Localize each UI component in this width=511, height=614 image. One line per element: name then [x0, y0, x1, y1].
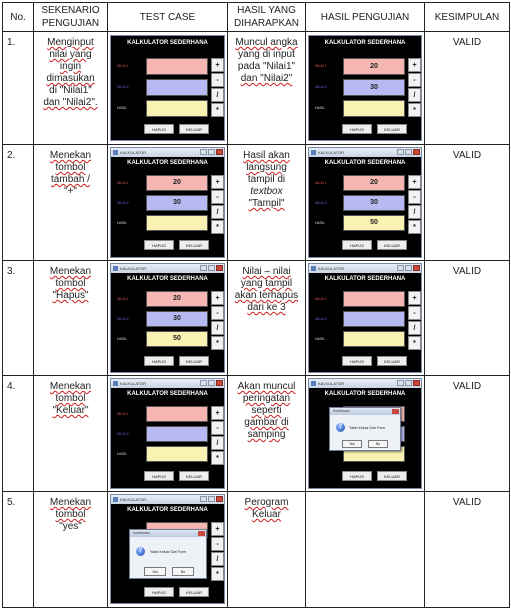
calculator-window [110, 147, 225, 258]
skenario-line: tombol [55, 278, 86, 289]
close-icon[interactable] [216, 149, 223, 155]
input-nilai-2[interactable] [146, 79, 208, 96]
minus-button[interactable]: - [211, 306, 224, 320]
label-nilai-2: NILAI 2 [315, 85, 327, 89]
plus-button[interactable]: + [408, 291, 421, 305]
row-harapan [228, 492, 306, 608]
keluar-button[interactable]: KELUAR [179, 587, 209, 597]
window-titlebar [111, 148, 224, 157]
skenario-line: Menekan [49, 497, 92, 508]
harapan-line: pada "Nilai1" [237, 61, 296, 72]
maximize-icon[interactable] [208, 496, 215, 502]
app-title: KALKULATOR SEDERHANA [324, 276, 406, 282]
skenario-line: tombol [55, 393, 86, 404]
header-hasil-diharapkan: HASIL YANG DIHARAPKAN [228, 3, 306, 32]
multiply-button[interactable]: * [408, 220, 421, 234]
window-title: KALKULATOR [120, 381, 147, 386]
hapus-button[interactable]: HAPUS [144, 240, 174, 250]
input-nilai-1[interactable] [343, 291, 405, 307]
label-hasil: HASIL [315, 106, 326, 110]
harapan-line: textbox [250, 186, 283, 197]
maximize-icon[interactable] [405, 380, 412, 386]
calculator-window [308, 35, 422, 141]
hapus-button[interactable]: HAPUS [144, 356, 174, 366]
minimize-icon[interactable] [397, 149, 404, 155]
input-nilai-1[interactable]: 20 [343, 58, 405, 75]
app-title: KALKULATOR SEDERHANA [127, 160, 208, 166]
calculator-window [110, 378, 225, 489]
window-titlebar [111, 495, 224, 504]
output-hasil[interactable]: 50 [146, 331, 208, 347]
window-controls [396, 265, 420, 272]
header-no: No. [3, 3, 34, 32]
header-hasil-pengujian: HASIL PENGUJIAN [306, 3, 425, 32]
window-title: KALKULATOR [120, 266, 147, 271]
row-kesimpulan: VALID [425, 145, 510, 261]
maximize-icon[interactable] [208, 380, 215, 386]
divide-button[interactable]: / [408, 321, 421, 335]
window-controls [199, 496, 223, 503]
harapan-line: Muncul angka [235, 37, 298, 48]
harapan-line: Perogram [244, 497, 289, 508]
app-icon [113, 497, 118, 502]
row-number: 1. [3, 32, 34, 145]
dialog-no-button[interactable]: No [368, 440, 388, 448]
test-case-cell [108, 145, 228, 261]
window-controls [396, 149, 420, 156]
label-nilai-1: NILAI 1 [117, 297, 129, 301]
dialog-titlebar [130, 530, 206, 537]
skenario-line: Menginput [47, 37, 94, 48]
window-titlebar [111, 264, 224, 273]
output-hasil[interactable] [146, 446, 208, 462]
skenario-line: "Hapus" [52, 290, 89, 301]
harapan-line: yang di input [238, 49, 295, 60]
maximize-icon[interactable] [405, 265, 412, 271]
row-number: 4. [3, 376, 34, 492]
window-titlebar [309, 264, 421, 273]
keluar-button[interactable]: KELUAR [377, 240, 407, 250]
dialog-message: Yakin Keluar Dari Form [349, 426, 386, 430]
calculator-window [110, 35, 225, 141]
dialog-no-button[interactable]: No [172, 567, 194, 576]
skenario-line: tombol [55, 509, 86, 520]
harapan-line: peringatan [242, 393, 291, 404]
input-nilai-2[interactable]: 30 [343, 195, 405, 211]
row-skenario [34, 492, 108, 608]
skenario-line: nilai yang [49, 49, 92, 60]
keluar-button[interactable]: KELUAR [179, 240, 209, 250]
header-skenario: SEKENARIO PENGUJIAN [34, 3, 108, 32]
calculator-window [308, 147, 422, 258]
input-nilai-1[interactable]: 20 [146, 291, 208, 307]
window-titlebar [309, 379, 421, 388]
question-icon: ? [136, 547, 145, 556]
calculator-window [308, 378, 422, 489]
table-row [3, 145, 510, 261]
output-hasil[interactable] [343, 100, 405, 117]
multiply-button[interactable]: * [211, 567, 224, 581]
plus-button[interactable]: + [408, 58, 421, 72]
hasil-pengujian-cell [306, 32, 425, 145]
label-nilai-1: NILAI 1 [315, 64, 327, 68]
dialog-yes-button[interactable]: Yes [342, 440, 362, 448]
dialog-titlebar [330, 408, 400, 415]
app-title: KALKULATOR SEDERHANA [127, 391, 208, 397]
label-nilai-1: NILAI 1 [117, 64, 129, 68]
divide-button[interactable]: / [408, 88, 421, 102]
keluar-button[interactable]: KELUAR [179, 471, 209, 481]
window-controls [199, 149, 223, 156]
label-nilai-1: NILAI 1 [117, 181, 129, 185]
app-icon [113, 150, 118, 155]
row-number: 2. [3, 145, 34, 261]
close-icon[interactable] [413, 149, 420, 155]
skenario-line: tambah / [51, 174, 90, 185]
window-title: KALKULATOR [120, 150, 147, 155]
keluar-button[interactable]: KELUAR [179, 356, 209, 366]
hapus-button[interactable]: HAPUS [342, 356, 372, 366]
close-icon[interactable] [216, 380, 223, 386]
minimize-icon[interactable] [200, 149, 207, 155]
label-hasil: HASIL [315, 337, 326, 341]
app-icon [113, 381, 118, 386]
hapus-button[interactable]: HAPUS [342, 240, 372, 250]
keluar-button[interactable]: KELUAR [179, 124, 209, 134]
table-row [3, 32, 510, 145]
divide-button[interactable]: / [211, 88, 224, 102]
minimize-icon[interactable] [200, 265, 207, 271]
hapus-button[interactable]: HAPUS [342, 471, 372, 481]
calculator-window [110, 263, 225, 373]
harapan-line: langsung [246, 162, 287, 173]
hasil-pengujian-cell [306, 492, 425, 608]
label-nilai-1: NILAI 1 [315, 181, 327, 185]
label-hasil: HASIL [117, 452, 128, 456]
maximize-icon[interactable] [405, 149, 412, 155]
divide-button[interactable]: / [211, 321, 224, 335]
app-icon [113, 266, 118, 271]
label-hasil: HASIL [117, 337, 128, 341]
hapus-button[interactable]: HAPUS [144, 471, 174, 481]
row-number: 5. [3, 492, 34, 608]
label-nilai-1: NILAI 1 [315, 297, 327, 301]
minus-button[interactable]: - [408, 306, 421, 320]
row-harapan [228, 32, 306, 145]
keluar-button[interactable]: KELUAR [377, 471, 407, 481]
hapus-button[interactable]: HAPUS [342, 124, 372, 134]
window-controls [199, 380, 223, 387]
test-case-cell [108, 492, 228, 608]
divide-button[interactable]: / [408, 205, 421, 219]
skenario-line: "+" [64, 186, 77, 197]
harapan-line: Keluar [252, 509, 281, 520]
skenario-line: Menekan [49, 150, 92, 161]
skenario-line: di "Nilai1" [49, 85, 92, 96]
header-kesimpulan: KESIMPULAN [425, 3, 510, 32]
multiply-button[interactable]: * [211, 103, 224, 117]
multiply-button[interactable]: * [408, 336, 421, 350]
harapan-line: "Tampil" [248, 198, 285, 209]
input-nilai-2[interactable]: 30 [343, 79, 405, 96]
confirm-dialog [329, 407, 401, 451]
header-row [3, 3, 510, 32]
skenario-line: ingin [59, 61, 82, 72]
close-icon[interactable] [216, 265, 223, 271]
app-title: KALKULATOR SEDERHANA [127, 276, 208, 282]
row-skenario [34, 145, 108, 261]
plus-button[interactable]: + [211, 58, 224, 72]
minus-button[interactable]: - [211, 537, 224, 551]
minus-button[interactable]: - [211, 190, 224, 204]
hapus-button[interactable]: HAPUS [144, 587, 174, 597]
hasil-pengujian-cell [306, 376, 425, 492]
row-harapan [228, 261, 306, 376]
minus-button[interactable]: - [211, 73, 224, 87]
multiply-button[interactable]: * [408, 103, 421, 117]
row-harapan [228, 376, 306, 492]
multiply-button[interactable]: * [211, 336, 224, 350]
dialog-yes-button[interactable]: Yes [144, 567, 166, 576]
harapan-line: dan "Nilai2" [240, 73, 293, 84]
minimize-icon[interactable] [397, 265, 404, 271]
label-nilai-2: NILAI 2 [117, 85, 129, 89]
hasil-pengujian-cell [306, 261, 425, 376]
minus-button[interactable]: - [408, 73, 421, 87]
keluar-button[interactable]: KELUAR [377, 356, 407, 366]
dialog-title: Konfirmasi [333, 409, 350, 413]
input-nilai-1[interactable] [146, 58, 208, 75]
divide-button[interactable]: / [211, 436, 224, 450]
app-icon [311, 266, 316, 271]
window-titlebar [309, 148, 421, 157]
app-title: KALKULATOR SEDERHANA [324, 160, 406, 166]
minus-button[interactable]: - [408, 190, 421, 204]
row-kesimpulan: VALID [425, 261, 510, 376]
app-icon [311, 150, 316, 155]
test-case-cell [108, 261, 228, 376]
header-test-case: TEST CASE [108, 3, 228, 32]
input-nilai-2[interactable]: 30 [146, 311, 208, 327]
close-icon[interactable] [413, 265, 420, 271]
maximize-icon[interactable] [208, 149, 215, 155]
harapan-line: samping [247, 429, 286, 440]
label-hasil: HASIL [315, 221, 326, 225]
label-nilai-2: NILAI 2 [117, 317, 129, 321]
input-nilai-2[interactable] [343, 311, 405, 327]
skenario-line: "yes" [59, 521, 82, 532]
row-skenario [34, 261, 108, 376]
minimize-icon[interactable] [200, 380, 207, 386]
test-table [2, 2, 510, 608]
window-title: KALKULATOR [120, 497, 147, 502]
harapan-line: Nilai – nilai [242, 266, 291, 277]
row-kesimpulan: VALID [425, 376, 510, 492]
table-row [3, 492, 510, 608]
row-number: 3. [3, 261, 34, 376]
window-title: KALKULATOR [318, 266, 345, 271]
harapan-line: dari ke 3 [247, 302, 286, 313]
plus-button[interactable]: + [211, 175, 224, 189]
minimize-icon[interactable] [397, 380, 404, 386]
window-titlebar [111, 379, 224, 388]
close-icon[interactable] [413, 380, 420, 386]
plus-button[interactable]: + [211, 406, 224, 420]
input-nilai-1[interactable]: 20 [146, 175, 208, 191]
app-title: KALKULATOR SEDERHANA [127, 40, 208, 46]
window-title: KALKULATOR [318, 381, 345, 386]
row-skenario [34, 32, 108, 145]
harapan-line: akan terhapus [234, 290, 299, 301]
dialog-close-icon[interactable] [392, 409, 399, 414]
skenario-line: dimasukan [46, 73, 95, 84]
skenario-line: dan "Nilai2". [43, 97, 98, 108]
window-title: KALKULATOR [318, 150, 345, 155]
harapan-line: tampil di [247, 174, 286, 185]
row-harapan [228, 145, 306, 261]
label-nilai-2: NILAI 2 [315, 317, 327, 321]
divide-button[interactable]: / [211, 205, 224, 219]
question-icon: ? [336, 423, 345, 432]
input-nilai-2[interactable] [146, 426, 208, 442]
label-nilai-2: NILAI 2 [117, 201, 129, 205]
table-row [3, 261, 510, 376]
output-hasil[interactable]: 50 [343, 215, 405, 231]
harapan-line: Hasil akan [243, 150, 290, 161]
label-nilai-2: NILAI 2 [315, 201, 327, 205]
table-row [3, 376, 510, 492]
harapan-line: gambar di [244, 417, 289, 428]
dialog-message: Yakin Keluar Dari Form [150, 550, 187, 554]
output-hasil[interactable] [146, 215, 208, 231]
app-title: KALKULATOR SEDERHANA [324, 391, 406, 397]
output-hasil[interactable] [343, 331, 405, 347]
label-nilai-1: NILAI 1 [117, 412, 129, 416]
skenario-line: "Keluar" [52, 405, 89, 416]
maximize-icon[interactable] [208, 265, 215, 271]
minus-button[interactable]: - [211, 421, 224, 435]
dialog-title: Konfirmasi [133, 531, 150, 535]
plus-button[interactable]: + [408, 175, 421, 189]
plus-button[interactable]: + [211, 291, 224, 305]
close-icon[interactable] [216, 496, 223, 502]
harapan-line: yang tampil [240, 278, 293, 289]
window-controls [199, 265, 223, 272]
confirm-dialog [129, 529, 207, 579]
harapan-line: seperti [251, 405, 282, 416]
window-controls [396, 380, 420, 387]
app-icon [311, 381, 316, 386]
label-hasil: HASIL [117, 106, 128, 110]
multiply-button[interactable]: * [211, 220, 224, 234]
hasil-pengujian-cell [306, 145, 425, 261]
keluar-button[interactable]: KELUAR [377, 124, 407, 134]
hapus-button[interactable]: HAPUS [144, 124, 174, 134]
label-nilai-2: NILAI 2 [117, 432, 129, 436]
output-hasil[interactable] [146, 100, 208, 117]
test-case-cell [108, 376, 228, 492]
input-nilai-2[interactable]: 30 [146, 195, 208, 211]
skenario-line: Menekan [49, 381, 92, 392]
plus-button[interactable]: + [211, 522, 224, 536]
input-nilai-1[interactable]: 20 [343, 175, 405, 191]
test-case-cell [108, 32, 228, 145]
calculator-window [308, 263, 422, 373]
calculator-window [110, 494, 225, 604]
skenario-line: Menekan [49, 266, 92, 277]
app-title: KALKULATOR SEDERHANA [324, 40, 406, 46]
app-title: KALKULATOR SEDERHANA [127, 507, 208, 513]
harapan-line: Akan muncul [237, 381, 296, 392]
row-kesimpulan: VALID [425, 492, 510, 608]
minimize-icon[interactable] [200, 496, 207, 502]
label-hasil: HASIL [117, 221, 128, 225]
row-skenario [34, 376, 108, 492]
input-nilai-1[interactable] [146, 406, 208, 422]
dialog-close-icon[interactable] [198, 531, 205, 536]
skenario-line: tombol [55, 162, 86, 173]
multiply-button[interactable]: * [211, 451, 224, 465]
divide-button[interactable]: / [211, 552, 224, 566]
row-kesimpulan: VALID [425, 32, 510, 145]
